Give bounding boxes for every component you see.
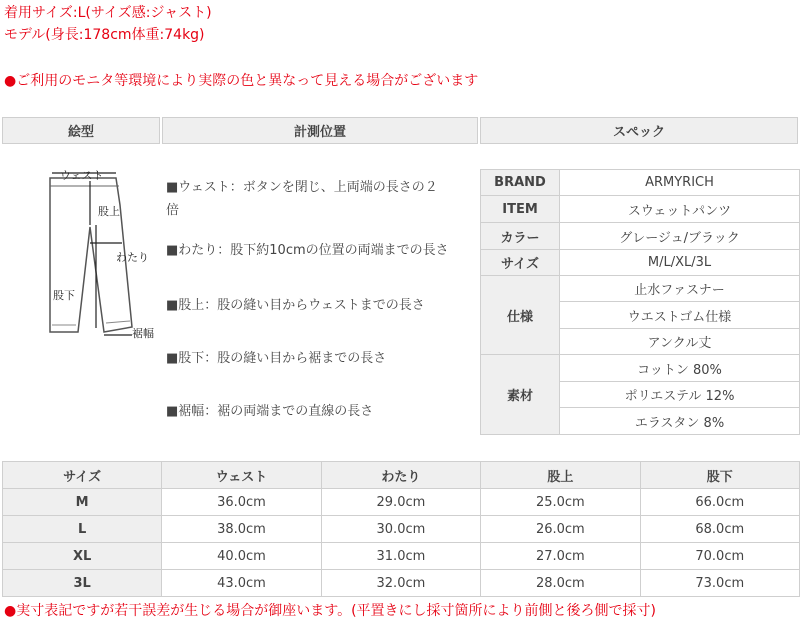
spec-label-material: 素材 bbox=[481, 355, 560, 435]
size-cell: 28.0cm bbox=[481, 570, 640, 597]
measure-note-inseam: ■股下：股の縫い目から裾までの長さ bbox=[166, 351, 387, 366]
spec-label-size: サイズ bbox=[481, 250, 560, 276]
size-cell: 43.0cm bbox=[162, 570, 321, 597]
spec-label-color: カラー bbox=[481, 223, 560, 250]
header-diagram: 絵型 bbox=[2, 117, 160, 144]
diagram-label-thigh: わたり bbox=[116, 251, 149, 264]
size-cell: 29.0cm bbox=[321, 489, 480, 516]
table-row bbox=[3, 489, 800, 516]
size-cell: 66.0cm bbox=[640, 489, 799, 516]
measure-note-hem: ■裾幅：裾の両端までの直線の長さ bbox=[166, 404, 374, 419]
table-row bbox=[3, 570, 800, 597]
size-cell: 68.0cm bbox=[640, 516, 799, 543]
spec-material-item: エラスタン 8% bbox=[560, 408, 800, 435]
spec-material-item: ポリエステル 12% bbox=[560, 382, 800, 408]
spec-label-item: ITEM bbox=[481, 196, 560, 223]
size-cell: XL bbox=[3, 543, 162, 570]
spec-material-item: コットン 80% bbox=[560, 355, 800, 382]
spec-label-details: 仕様 bbox=[481, 276, 560, 355]
size-header-cell: 股上 bbox=[481, 462, 640, 489]
monitor-note: ●ご利用のモニタ等環境により実際の色と異なって見える場合がございます bbox=[4, 73, 479, 89]
size-cell: L bbox=[3, 516, 162, 543]
size-cell: M bbox=[3, 489, 162, 516]
size-cell: 70.0cm bbox=[640, 543, 799, 570]
size-cell: 27.0cm bbox=[481, 543, 640, 570]
spec-value-color: グレージュ/ブラック bbox=[560, 223, 800, 250]
model-text: モデル(身長:178cm体重:74kg) bbox=[4, 27, 205, 43]
footer-note: ●実寸表記ですが若干誤差が生じる場合が御座います。(平置きにし採寸箇所により前側と後ろ側で採寸) bbox=[4, 603, 657, 619]
spec-label-brand: BRAND bbox=[481, 170, 560, 196]
size-cell: 3L bbox=[3, 570, 162, 597]
size-cell: 73.0cm bbox=[640, 570, 799, 597]
header-spec: スペック bbox=[480, 117, 798, 144]
size-header-cell: 股下 bbox=[640, 462, 799, 489]
size-cell: 31.0cm bbox=[321, 543, 480, 570]
size-cell: 25.0cm bbox=[481, 489, 640, 516]
size-cell: 30.0cm bbox=[321, 516, 480, 543]
diagram-label-inseam: 股下 bbox=[53, 289, 75, 302]
size-header-cell: わたり bbox=[321, 462, 480, 489]
diagram-label-hem: 裾幅 bbox=[132, 327, 154, 340]
measure-note-rise: ■股上：股の縫い目からウェストまでの長さ bbox=[166, 298, 425, 313]
table-row bbox=[3, 543, 800, 570]
measure-note-waist-cont: 倍 bbox=[166, 203, 180, 218]
spec-table bbox=[480, 169, 800, 435]
diagram-label-rise: 股上 bbox=[98, 205, 120, 218]
spec-detail-item: 止水ファスナー bbox=[560, 276, 800, 302]
measure-note-thigh: ■わたり：股下約10cmの位置の両端までの長さ bbox=[166, 243, 449, 258]
size-cell: 38.0cm bbox=[162, 516, 321, 543]
size-table bbox=[2, 461, 800, 597]
spec-detail-item: アンクル丈 bbox=[560, 329, 800, 355]
spec-value-brand: ARMYRICH bbox=[560, 170, 800, 196]
size-cell: 26.0cm bbox=[481, 516, 640, 543]
measure-note-waist: ■ウェスト：ボタンを閉じ、上両端の長さの２ bbox=[166, 180, 438, 195]
worn-size-text: 着用サイズ:L(サイズ感:ジャスト) bbox=[4, 5, 212, 21]
spec-value-size: M/L/XL/3L bbox=[560, 250, 800, 276]
table-row bbox=[3, 516, 800, 543]
header-measure: 計測位置 bbox=[162, 117, 478, 144]
size-header-cell: サイズ bbox=[3, 462, 162, 489]
size-cell: 40.0cm bbox=[162, 543, 321, 570]
spec-value-item: スウェットパンツ bbox=[560, 196, 800, 223]
spec-detail-item: ウエストゴム仕様 bbox=[560, 302, 800, 329]
size-cell: 32.0cm bbox=[321, 570, 480, 597]
diagram-label-waist: ウェスト bbox=[60, 169, 104, 182]
size-header-cell: ウェスト bbox=[162, 462, 321, 489]
size-cell: 36.0cm bbox=[162, 489, 321, 516]
